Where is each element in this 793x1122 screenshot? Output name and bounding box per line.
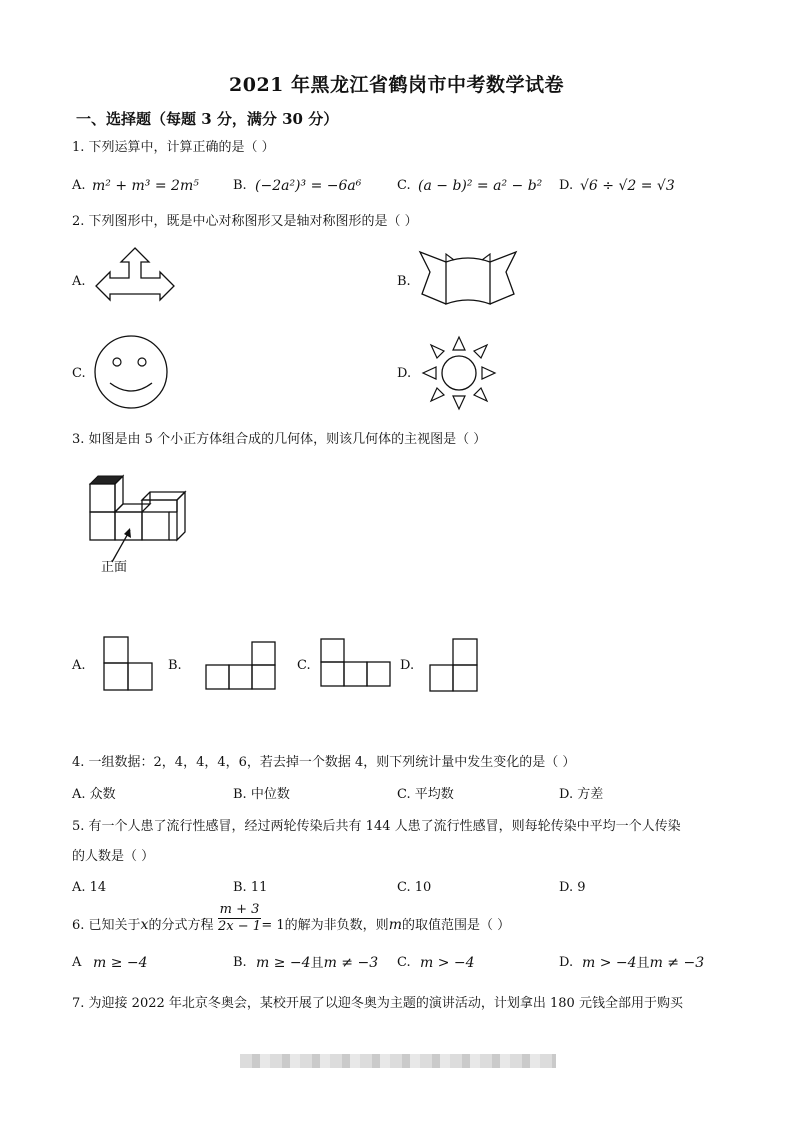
q1-option-c-label: C. [397, 178, 411, 193]
q1-option-b-math: (−2a²)³ = −6a⁶ [255, 178, 362, 194]
q4-option-c: C. 平均数 [397, 787, 454, 802]
q5-option-d: D. 9 [559, 880, 586, 895]
q3-option-c-label: C. [297, 658, 311, 673]
question-7-stem: 7. 为迎接 2022 年北京冬奥会，某校开展了以迎冬奥为主题的演讲活动，计划拿出 180 元钱全部用于购买 [72, 996, 683, 1011]
q6-stem-post2: 的取值范围是（ ） [401, 918, 511, 933]
q3-option-d-label: D. [400, 658, 415, 673]
q6-option-a-label: A [72, 955, 82, 970]
q1-option-d-math: √6 ÷ √2 = √3 [580, 178, 675, 194]
q6-fraction [218, 902, 262, 935]
q2-option-c-label: C. [72, 366, 86, 381]
q6-eq-one: = 1 [261, 918, 285, 933]
q6-option-b-label: B. [233, 955, 247, 970]
q1-option-a-label: A. [72, 178, 86, 193]
q1-option-b-label: B. [233, 178, 247, 193]
q6-option-d [582, 953, 704, 974]
smiley-face-figure [93, 334, 169, 410]
q2-option-d-label: D. [397, 366, 412, 381]
q3-option-b-label: B. [168, 658, 182, 673]
q6-option-b [256, 953, 378, 974]
question-6-stem [72, 902, 511, 936]
q6-stem-post1: 的解为非负数，则 [284, 918, 389, 933]
q6-stem-pre: 6. 已知关于 [72, 918, 141, 933]
q2-option-a-label: A. [72, 274, 86, 289]
blurred-footer-watermark [240, 1054, 556, 1068]
question-5-stem-line1: 5. 有一个人患了流行性感冒，经过两轮传染后共有 144 人患了流行性感冒，则每轮传染中平均一个人传染 [72, 819, 681, 834]
banner-figure [418, 244, 518, 312]
q6-option-d-math1: m > −4 [582, 955, 637, 971]
question-3-stem: 3. 如图是由 5 个小正方体组合成的几何体，则该几何体的主视图是（ ） [72, 432, 487, 447]
front-view-label: 正面 [101, 560, 128, 575]
question-1-stem: 1. 下列运算中，计算正确的是（ ） [72, 140, 275, 155]
q6-option-a-math: m ≥ −4 [93, 955, 148, 971]
section-heading: 一、选择题（每题 3 分，满分 30 分） [76, 110, 339, 128]
q6-option-d-math2: m ≠ −3 [649, 955, 705, 971]
q1-option-c-math: (a − b)² = a² − b² [418, 178, 543, 194]
question-5-stem-line2: 的人数是（ ） [72, 849, 155, 864]
sun-figure [420, 334, 498, 412]
q6-option-c-label: C. [397, 955, 411, 970]
q4-option-a: A. 众数 [72, 787, 116, 802]
q1-option-a-math: m² + m³ = 2m⁵ [92, 178, 199, 194]
three-arrow-figure [94, 246, 176, 314]
q6-option-b-math1: m ≥ −4 [256, 955, 311, 971]
q3-view-a-figure [103, 636, 155, 692]
q4-option-d: D. 方差 [559, 787, 604, 802]
q6-option-d-and: 且 [636, 956, 650, 971]
q3-option-a-label: A. [72, 658, 86, 673]
q6-option-b-and: 且 [310, 956, 324, 971]
q5-option-b: B. 11 [233, 880, 268, 895]
q6-fraction-denominator: 2x − 1 [217, 919, 261, 934]
q6-var-x: x [140, 917, 149, 933]
question-2-stem: 2. 下列图形中，既是中心对称图形又是轴对称图形的是（ ） [72, 214, 418, 229]
q6-stem-mid: 的分式方程 [148, 918, 214, 933]
q6-fraction-numerator: m + 3 [219, 902, 260, 917]
q6-var-m: m [388, 917, 402, 933]
q5-option-a: A. 14 [72, 880, 107, 895]
page-title: 2021 年黑龙江省鹤岗市中考数学试卷 [229, 74, 564, 96]
q3-view-c-figure [320, 638, 394, 688]
q6-option-c-math: m > −4 [420, 955, 475, 971]
question-4-stem: 4. 一组数据：2，4，4，4，6，若去掉一个数据 4，则下列统计量中发生变化的是（ ） [72, 755, 576, 770]
q3-view-d-figure [429, 638, 481, 694]
q4-option-b: B. 中位数 [233, 787, 290, 802]
q3-view-b-figure [205, 641, 279, 692]
q6-option-d-label: D. [559, 955, 574, 970]
q5-option-c: C. 10 [397, 880, 432, 895]
q2-option-b-label: B. [397, 274, 411, 289]
q6-option-b-math2: m ≠ −3 [323, 955, 379, 971]
q1-option-d-label: D. [559, 178, 574, 193]
